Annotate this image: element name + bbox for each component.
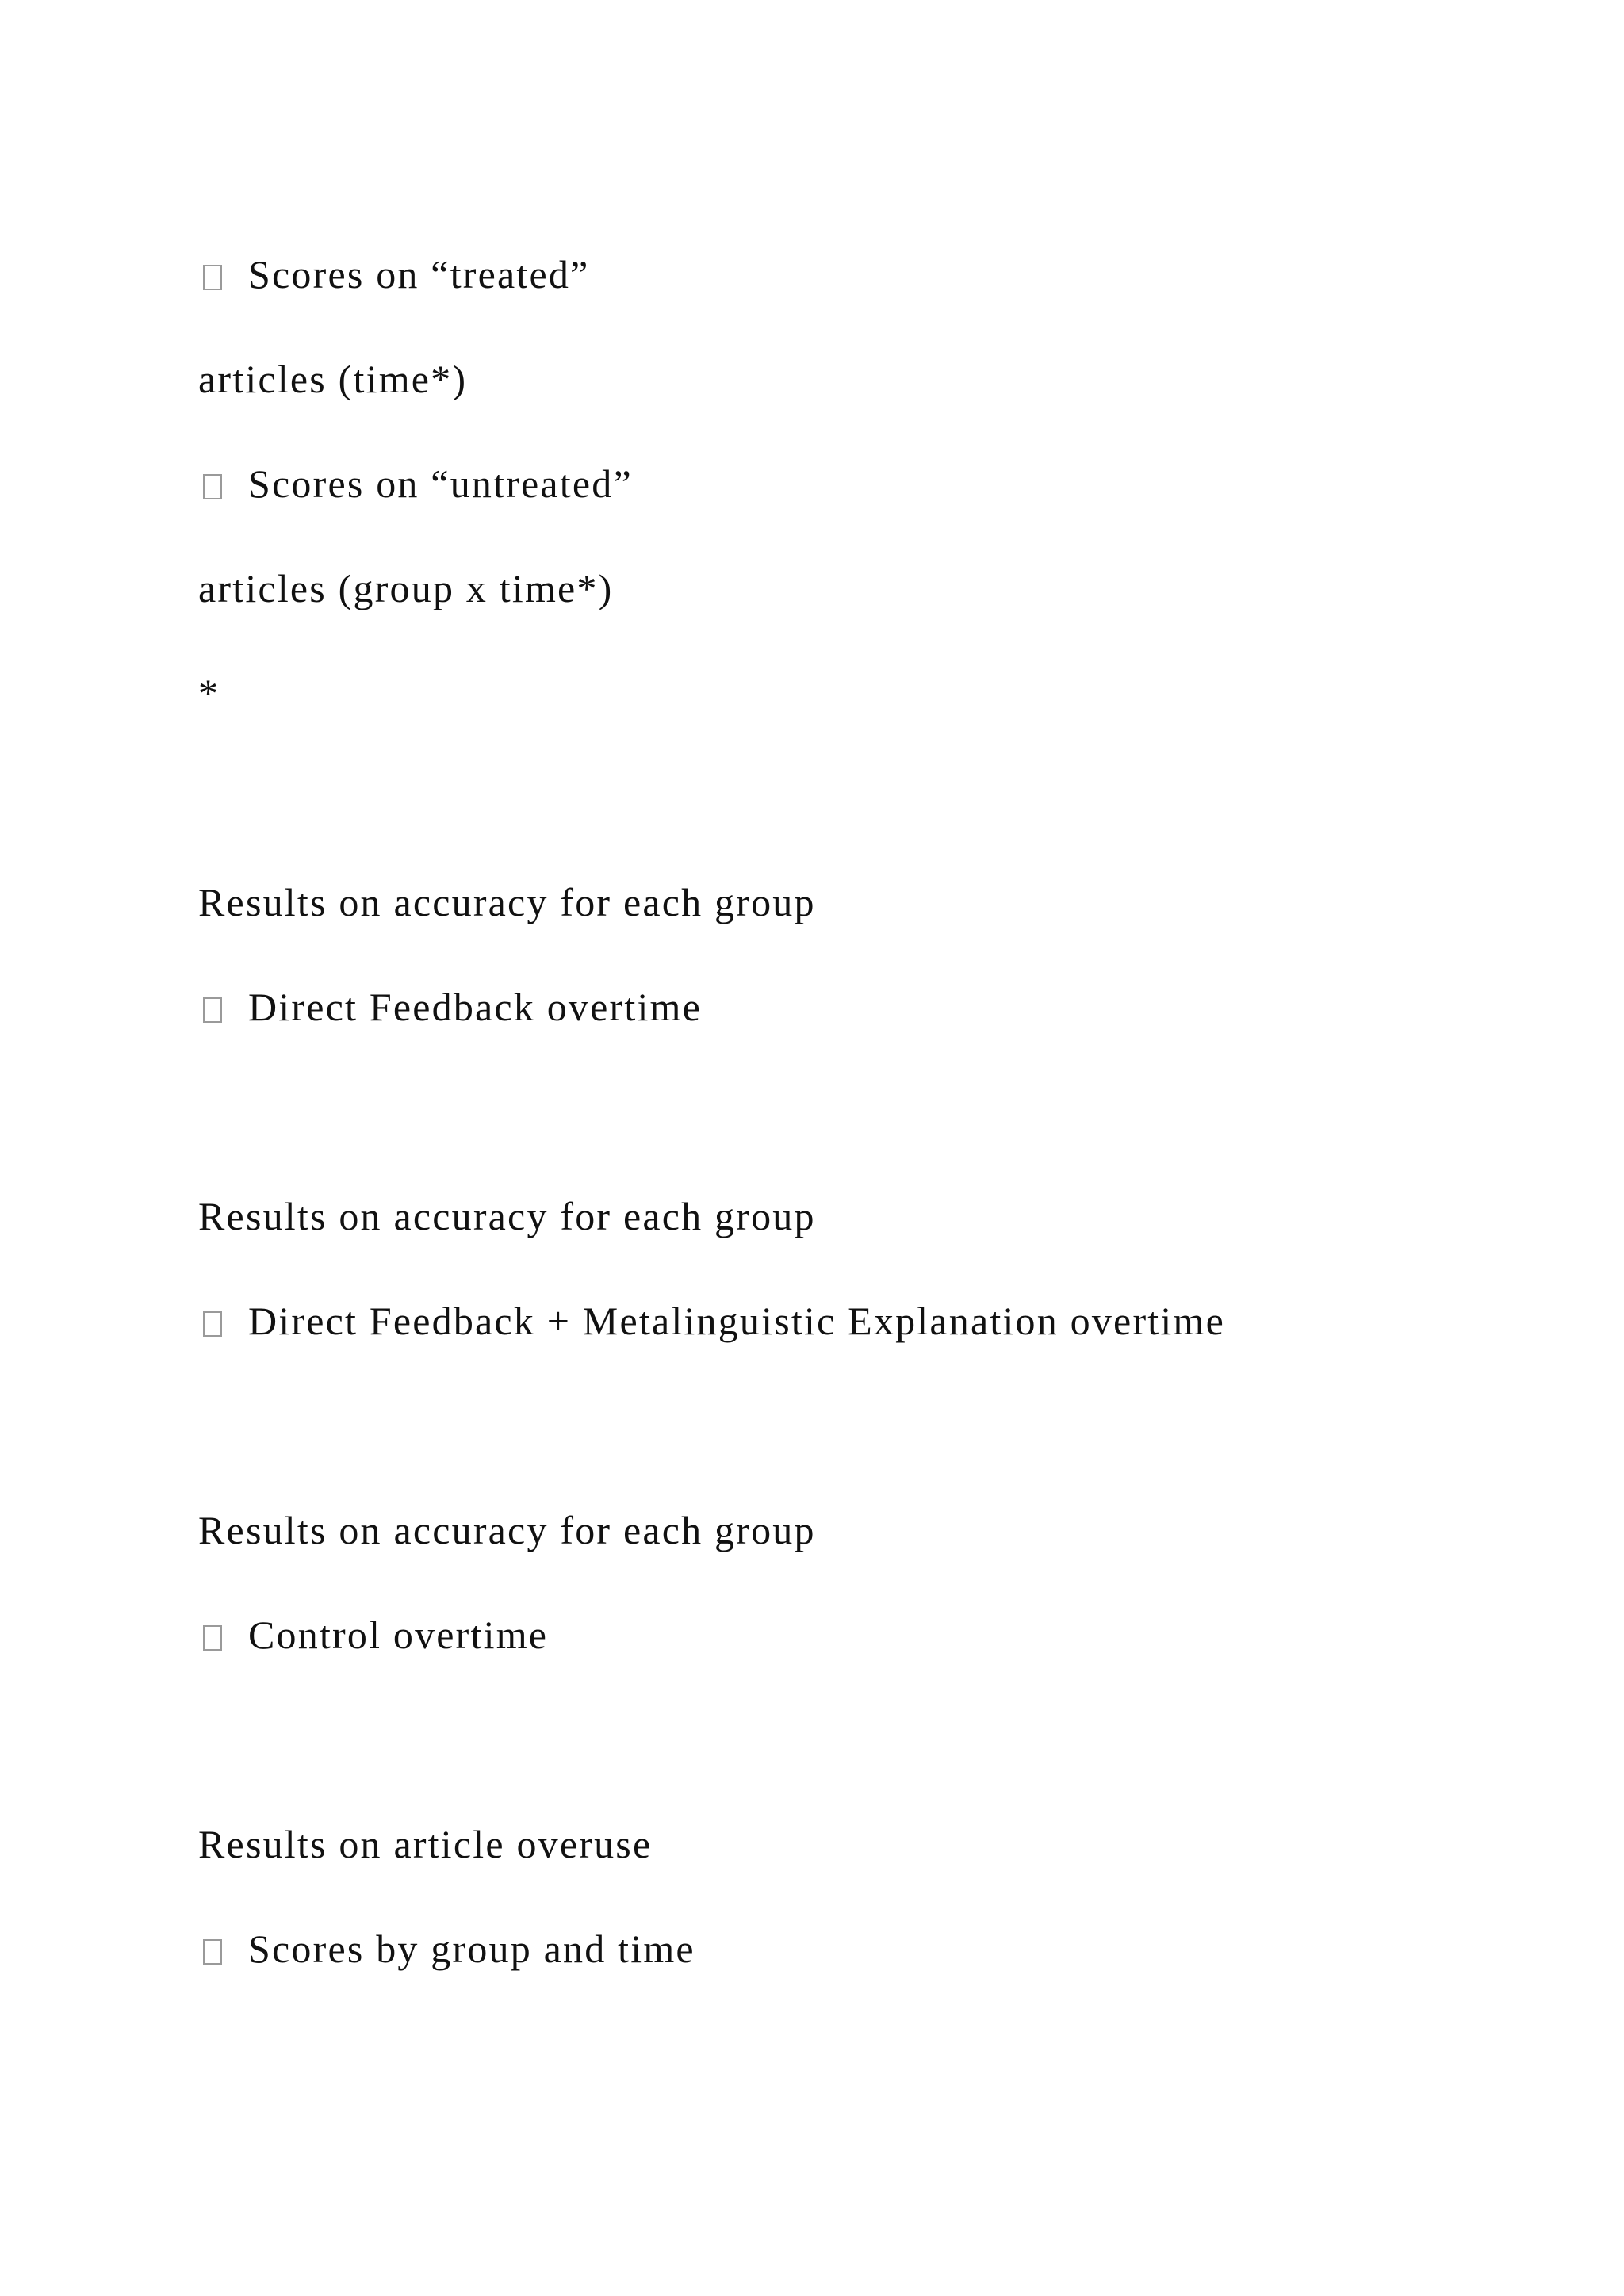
section-heading (198, 1192, 816, 1240)
section-heading (198, 1820, 652, 1868)
line-text: Results on article overuse (198, 1822, 653, 1866)
line-text: articles (group x time*) (198, 566, 614, 610)
bullet-line (198, 251, 590, 298)
line-text: Direct Feedback + Metalinguistic Explanation overtime (248, 1299, 1225, 1343)
bullet-box-icon (203, 474, 222, 499)
line-text: Control overtime (248, 1613, 549, 1657)
line-text: Scores on “untreated” (248, 461, 633, 506)
line-text: Scores on “treated” (248, 252, 590, 297)
section-heading (198, 1506, 816, 1554)
line-text: Scores by group and time (248, 1927, 695, 1971)
bullet-line (198, 460, 633, 507)
line-text: Results on accuracy for each group (198, 1508, 816, 1552)
bullet-box-icon (203, 1625, 222, 1651)
line-text: * (198, 671, 220, 715)
bullet-box-icon (203, 1939, 222, 1965)
bullet-box-icon (203, 997, 222, 1023)
line-text: articles (time*) (198, 357, 468, 401)
line-text: Results on accuracy for each group (198, 1194, 816, 1238)
line-text: Results on accuracy for each group (198, 880, 816, 924)
section-heading (198, 878, 816, 926)
bullet-line (198, 1925, 695, 1973)
bullet-line (198, 1611, 548, 1659)
bullet-line (198, 983, 702, 1031)
bullet-line (198, 1297, 1225, 1345)
text-line (198, 564, 613, 612)
footnote-asterisk (198, 669, 220, 717)
line-text: Direct Feedback overtime (248, 985, 703, 1029)
bullet-box-icon (203, 1311, 222, 1337)
bullet-box-icon (203, 265, 222, 290)
text-line (198, 355, 467, 403)
